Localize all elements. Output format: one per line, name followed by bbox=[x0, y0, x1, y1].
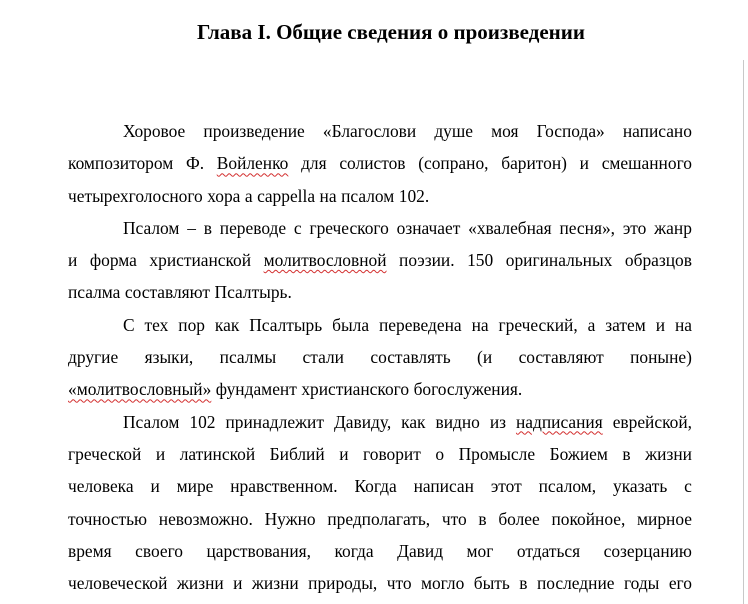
word: его bbox=[668, 573, 692, 594]
word: написан bbox=[413, 476, 474, 497]
word: богослужения. bbox=[413, 379, 523, 400]
word: фундамент bbox=[215, 379, 297, 400]
word: 150 bbox=[467, 250, 494, 271]
word: 102 bbox=[189, 411, 216, 432]
word: отдаться bbox=[516, 540, 581, 561]
word: точностью bbox=[68, 508, 148, 529]
word: Библий bbox=[269, 443, 325, 464]
spellcheck-flagged-word: Войленко bbox=[216, 153, 289, 174]
word: Когда bbox=[354, 476, 397, 497]
word: для bbox=[301, 153, 327, 174]
word: видно bbox=[435, 411, 480, 432]
word: поныне) bbox=[630, 347, 692, 368]
text-line bbox=[68, 503, 692, 535]
word: на bbox=[319, 185, 337, 206]
word: годы bbox=[623, 573, 660, 594]
word: своего bbox=[135, 540, 183, 561]
word: Псалтырь bbox=[249, 314, 323, 335]
word: жанр bbox=[654, 217, 692, 238]
word: оригинальных bbox=[505, 250, 613, 271]
word: мог bbox=[466, 540, 494, 561]
word: в bbox=[519, 573, 528, 594]
word: о bbox=[435, 443, 445, 464]
word: предполагать, bbox=[327, 508, 431, 529]
word: и bbox=[233, 573, 243, 594]
word: что bbox=[386, 573, 412, 594]
word: и bbox=[339, 443, 349, 464]
word: греческого bbox=[309, 217, 389, 238]
word: и bbox=[579, 153, 589, 174]
word: человеческой bbox=[68, 573, 168, 594]
word: мирное bbox=[637, 508, 692, 529]
word: псалма bbox=[68, 282, 121, 303]
word: и bbox=[150, 476, 160, 497]
word: составляют bbox=[518, 347, 604, 368]
word: тех bbox=[144, 314, 169, 335]
text-line bbox=[68, 309, 692, 341]
word: это bbox=[622, 217, 647, 238]
word: время bbox=[68, 540, 112, 561]
word: Давиду, bbox=[333, 411, 392, 432]
text-line bbox=[68, 438, 692, 470]
word: – bbox=[187, 217, 196, 238]
word: греческой bbox=[68, 443, 142, 464]
word: могло bbox=[420, 573, 465, 594]
spellcheck-flagged-word: «молитвословный» bbox=[68, 379, 212, 400]
word: означает bbox=[396, 217, 461, 238]
text-line bbox=[68, 147, 692, 179]
word: затем bbox=[605, 314, 646, 335]
word: этот bbox=[490, 476, 522, 497]
word: «Благослови bbox=[322, 121, 417, 141]
word: жизни bbox=[176, 573, 224, 594]
word: и bbox=[655, 314, 666, 335]
word: жизни bbox=[251, 573, 299, 594]
word: 102. bbox=[398, 185, 430, 206]
word: греческий, bbox=[498, 314, 578, 335]
word: произведение bbox=[203, 121, 305, 141]
text-line bbox=[68, 244, 692, 276]
word: другие bbox=[68, 347, 119, 368]
word: псалом, bbox=[538, 476, 597, 497]
word: форма bbox=[89, 250, 137, 271]
text-line bbox=[68, 406, 692, 438]
word: более bbox=[498, 508, 540, 529]
word: Давид bbox=[397, 540, 444, 561]
word: что bbox=[441, 508, 467, 529]
word: «хвалебная bbox=[468, 217, 552, 238]
spellcheck-flagged-word: надписания bbox=[515, 411, 603, 432]
spellcheck-flagged-word: молитвословной bbox=[263, 250, 387, 271]
word: С bbox=[123, 314, 135, 335]
word: нравственном. bbox=[230, 476, 338, 497]
paragraph bbox=[68, 212, 692, 309]
word: Божием bbox=[549, 443, 608, 464]
text-line bbox=[68, 115, 692, 147]
word: из bbox=[489, 411, 507, 432]
word: душе bbox=[434, 121, 473, 141]
word: покойное, bbox=[551, 508, 626, 529]
word: Псалтырь. bbox=[214, 282, 292, 303]
word: переведена bbox=[378, 314, 462, 335]
word: (сопрано, bbox=[418, 153, 489, 174]
word: говорит bbox=[363, 443, 421, 464]
word: Хоровое bbox=[123, 121, 186, 141]
word: латинской bbox=[179, 443, 256, 464]
word: написано bbox=[622, 121, 692, 141]
word: как bbox=[214, 314, 240, 335]
word: хора bbox=[207, 185, 241, 206]
paragraph bbox=[68, 309, 692, 406]
word: псалмы bbox=[219, 347, 277, 368]
text-line bbox=[68, 535, 692, 567]
word: переводе bbox=[219, 217, 287, 238]
word: cappella bbox=[257, 185, 316, 206]
word: Нужно bbox=[264, 508, 316, 529]
text-line bbox=[68, 567, 692, 599]
word: последние bbox=[536, 573, 615, 594]
word: баритон) bbox=[501, 153, 567, 174]
word: моя bbox=[491, 121, 519, 141]
word: невозможно. bbox=[158, 508, 253, 529]
word: с bbox=[293, 217, 302, 238]
word: и bbox=[68, 250, 78, 271]
paragraph bbox=[68, 115, 692, 212]
word: составляют bbox=[124, 282, 211, 303]
word: в bbox=[203, 217, 212, 238]
word: и bbox=[155, 443, 166, 464]
word: солистов bbox=[339, 153, 406, 174]
word: стали bbox=[302, 347, 344, 368]
text-line bbox=[68, 470, 692, 502]
word: (и bbox=[477, 347, 493, 368]
word: a bbox=[244, 185, 253, 206]
word: составлять bbox=[370, 347, 451, 368]
word: в bbox=[622, 443, 631, 464]
word: псалом bbox=[341, 185, 395, 206]
word: поэзии. bbox=[399, 250, 455, 271]
chapter-heading: Глава I. Общие сведения о произведении bbox=[197, 20, 585, 44]
document-body[interactable] bbox=[68, 115, 692, 599]
word: пор bbox=[178, 314, 205, 335]
text-line bbox=[68, 180, 692, 212]
word: природы, bbox=[308, 573, 378, 594]
word: как bbox=[401, 411, 426, 432]
text-line bbox=[68, 212, 692, 244]
word: смешанного bbox=[601, 153, 692, 174]
word: четырехголосного bbox=[68, 185, 203, 206]
word: в bbox=[478, 508, 487, 529]
word: созерцанию bbox=[603, 540, 692, 561]
word: была bbox=[332, 314, 370, 335]
page-right-edge bbox=[743, 60, 744, 604]
word: Псалом bbox=[123, 411, 180, 432]
word: Ф. bbox=[185, 153, 205, 174]
word: Промысле bbox=[458, 443, 536, 464]
word: принадлежит bbox=[225, 411, 324, 432]
word: когда bbox=[334, 540, 374, 561]
word: жизни bbox=[645, 443, 692, 464]
word: песня», bbox=[559, 217, 615, 238]
text-line bbox=[68, 373, 692, 405]
word: на bbox=[471, 314, 489, 335]
word: царствования, bbox=[206, 540, 311, 561]
word: а bbox=[587, 314, 596, 335]
paragraph bbox=[68, 406, 692, 600]
word: Псалом bbox=[123, 217, 180, 238]
word: с bbox=[684, 476, 692, 497]
word: человека bbox=[68, 476, 134, 497]
word: образцов bbox=[624, 250, 692, 271]
text-line bbox=[68, 276, 692, 308]
word: Господа» bbox=[536, 121, 605, 141]
word: указать bbox=[613, 476, 668, 497]
word: на bbox=[674, 314, 692, 335]
word: христианской bbox=[149, 250, 252, 271]
text-line bbox=[68, 341, 692, 373]
word: композитором bbox=[68, 153, 174, 174]
word: языки, bbox=[144, 347, 194, 368]
word: мире bbox=[176, 476, 214, 497]
word: христианского bbox=[301, 379, 410, 400]
word: быть bbox=[473, 573, 510, 594]
word: еврейской, bbox=[612, 411, 692, 432]
